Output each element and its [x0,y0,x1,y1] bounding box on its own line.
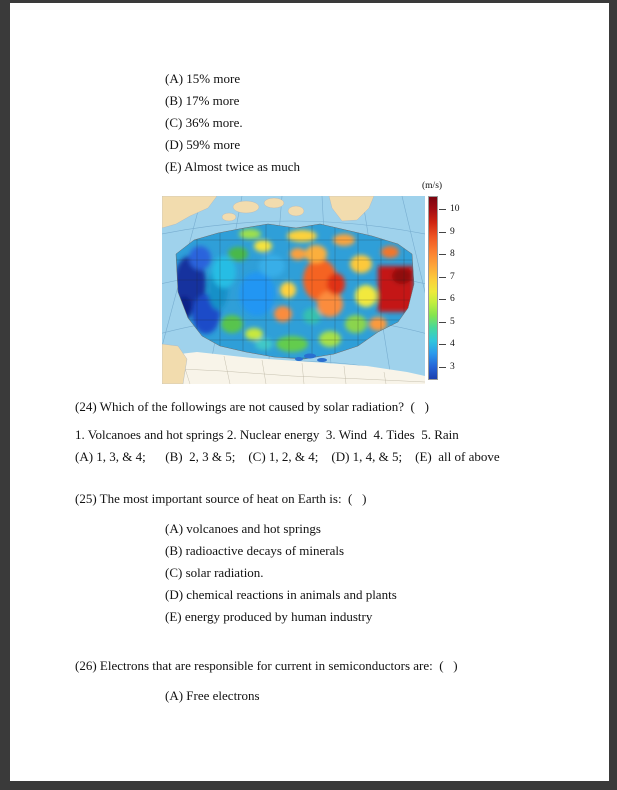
tick-mark [439,299,446,300]
colorbar-tick-label: 9 [450,227,455,237]
option-e: (E) energy produced by human industry [165,609,373,624]
question-24-choices: (A) 1, 3, & 4; (B) 2, 3 & 5; (C) 1, 2, & 4; (D) 1, 4, & 5; (E) all of above [75,449,500,464]
colorbar-tick-label: 8 [450,249,455,259]
colorbar-tick-label: 4 [450,339,455,349]
option-a: (A) Free electrons [165,688,260,703]
colorbar-tick [439,204,460,214]
option-c: (C) solar radiation. [165,565,264,580]
option-e: (E) Almost twice as much [165,159,301,174]
colorbar-ticks [439,196,473,380]
tick-mark [439,344,446,345]
colorbar-gradient [428,196,438,380]
colorbar-tick [439,272,455,282]
colorbar-tick-label: 6 [450,294,455,304]
colorbar-tick-label: 7 [450,272,455,282]
colorbar-tick [439,362,455,372]
colorbar-tick-label: 3 [450,362,455,372]
colorbar-tick [439,317,455,327]
tick-mark [439,277,446,278]
question-24-text: (24) Which of the followings are not caused by solar radiation? ( ) [75,399,429,414]
wind-map-figure [162,181,472,396]
question-24-items: 1. Volcanoes and hot springs 2. Nuclear energy 3. Wind 4. Tides 5. Rain [75,427,459,442]
option-a: (A) 15% more [165,71,241,86]
option-a: (A) volcanoes and hot springs [165,521,321,536]
colorbar-tick [439,249,455,259]
question-25-text: (25) The most important source of heat on Earth is: ( ) [75,491,367,506]
option-b: (B) 17% more [165,93,240,108]
tick-mark [439,209,446,210]
question-26-text: (26) Electrons that are responsible for current in semiconductors are: ( ) [75,658,458,673]
colorbar-tick [439,227,455,237]
colorbar-tick [439,294,455,304]
question-26-options [165,685,260,707]
tick-mark [439,254,446,255]
wind-speed-map [162,196,425,384]
question-25-options [165,518,397,628]
colorbar-tick [439,339,455,349]
colorbar-tick-label: 5 [450,317,455,327]
colorbar-tick-label: 10 [450,204,460,214]
colorbar-unit-label: (m/s) [422,181,443,191]
option-c: (C) 36% more. [165,115,243,130]
option-d: (D) chemical reactions in animals and plants [165,587,397,602]
question-23-options [165,68,300,178]
tick-mark [439,367,446,368]
option-d: (D) 59% more [165,137,241,152]
option-b: (B) radioactive decays of minerals [165,543,345,558]
tick-mark [439,232,446,233]
document-page [10,3,609,781]
tick-mark [439,322,446,323]
